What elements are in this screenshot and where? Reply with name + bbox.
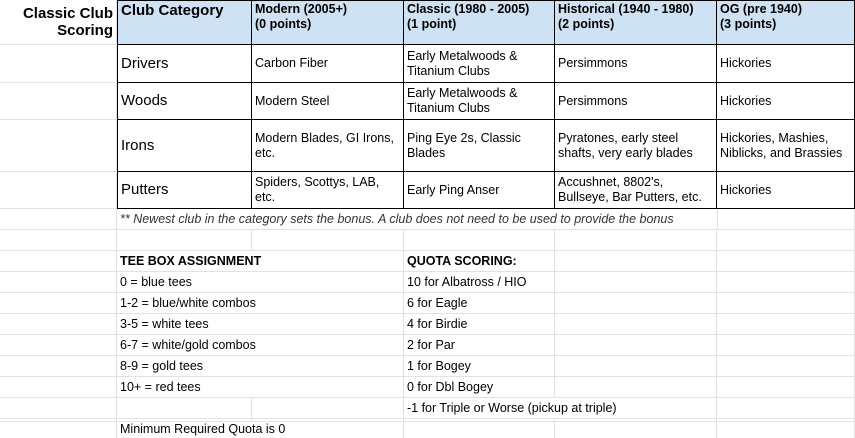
empty-cell[interactable] [0,314,117,335]
header-historical-label: Historical (1940 - 1980) [558,2,694,16]
empty-cell[interactable] [717,293,855,314]
table-row [0,45,855,83]
empty-cell[interactable] [252,398,404,419]
classic-cell[interactable]: Early Metalwoods & Titanium Clubs [404,45,555,83]
list-item-row [0,398,855,419]
tee-box-item[interactable]: 3-5 = white tees [117,314,404,335]
tee-box-item[interactable]: 0 = blue tees [117,272,404,293]
tee-box-item[interactable]: 1-2 = blue/white combos [117,293,404,314]
quota-item[interactable]: 6 for Eagle [404,293,555,314]
empty-cell[interactable] [555,356,717,377]
historical-cell[interactable]: Persimmons [555,83,717,120]
empty-cell[interactable] [0,422,117,438]
empty-cell[interactable] [717,398,855,419]
footnote[interactable]: ** Newest club in the category sets the bonus. A club does not need to be used to provide the bonus [117,209,717,230]
header-og-label: OG (pre 1940) [720,2,802,16]
header-historical-points: (2 points) [558,17,615,31]
og-cell[interactable]: Hickories [717,83,855,120]
empty-cell[interactable] [717,251,855,272]
empty-cell[interactable] [0,45,117,83]
header-og-points: (3 points) [720,17,777,31]
header-historical[interactable] [555,0,717,45]
classic-cell[interactable]: Ping Eye 2s, Classic Blades [404,120,555,172]
header-modern-points: (0 points) [255,17,312,31]
header-club-category[interactable]: Club Category [117,0,252,45]
empty-cell[interactable] [0,209,117,230]
footnote-row [0,209,855,230]
og-cell[interactable]: Hickories, Mashies, Niblicks, and Brassies [717,120,855,172]
tee-box-item[interactable]: 6-7 = white/gold combos [117,335,404,356]
empty-cell[interactable] [717,377,855,398]
category-cell[interactable]: Irons [117,120,252,172]
empty-cell[interactable] [717,209,855,230]
empty-cell[interactable] [555,272,717,293]
sheet-title[interactable]: Classic Club Scoring [0,0,117,45]
empty-cell[interactable] [555,251,717,272]
list-item-row [0,314,855,335]
empty-cell[interactable] [555,335,717,356]
empty-cell[interactable] [717,335,855,356]
category-cell[interactable]: Woods [117,83,252,120]
empty-cell[interactable] [404,422,555,438]
header-og[interactable] [717,0,855,45]
empty-cell[interactable] [252,230,404,251]
empty-cell[interactable] [0,230,117,251]
empty-cell[interactable] [404,230,555,251]
historical-cell[interactable]: Pyratones, early steel shafts, very early blades [555,120,717,172]
empty-cell[interactable] [0,272,117,293]
table-row [0,172,855,209]
tee-box-heading[interactable]: TEE BOX ASSIGNMENT [117,251,404,272]
header-classic-points: (1 point) [407,17,457,31]
historical-cell[interactable]: Persimmons [555,45,717,83]
classic-cell[interactable]: Early Metalwoods & Titanium Clubs [404,83,555,120]
historical-cell[interactable]: Accushnet, 8802's, Bullseye, Bar Putters, etc. [555,172,717,209]
empty-cell[interactable] [555,377,717,398]
header-classic-label: Classic (1980 - 2005) [407,2,530,16]
empty-cell[interactable] [717,314,855,335]
list-item-row [0,377,855,398]
quota-heading[interactable]: QUOTA SCORING: [404,251,555,272]
og-cell[interactable]: Hickories [717,45,855,83]
quota-item[interactable]: 2 for Par [404,335,555,356]
category-cell[interactable]: Putters [117,172,252,209]
list-item-row [0,356,855,377]
empty-cell[interactable] [0,120,117,172]
header-classic[interactable] [404,0,555,45]
table-row [0,83,855,120]
quota-item[interactable]: 4 for Birdie [404,314,555,335]
spacer-row [0,230,855,251]
minimum-quota[interactable]: Minimum Required Quota is 0 [117,422,404,438]
tee-box-item[interactable]: 10+ = red tees [117,377,404,398]
list-item-row [0,272,855,293]
og-cell[interactable]: Hickories [717,172,855,209]
category-cell[interactable]: Drivers [117,45,252,83]
empty-cell[interactable] [555,422,717,438]
empty-cell[interactable] [117,230,252,251]
quota-item[interactable]: 1 for Bogey [404,356,555,377]
header-modern[interactable] [252,0,404,45]
list-item-row [0,293,855,314]
modern-cell[interactable]: Modern Blades, GI Irons, etc. [252,120,404,172]
tee-box-item[interactable]: 8-9 = gold tees [117,356,404,377]
modern-cell[interactable]: Modern Steel [252,83,404,120]
empty-cell[interactable] [117,398,252,419]
empty-cell[interactable] [555,293,717,314]
section-headings-row [0,251,855,272]
empty-cell[interactable] [0,398,117,419]
header-row [0,0,855,45]
modern-cell[interactable]: Spiders, Scottys, LAB, etc. [252,172,404,209]
table-row [0,120,855,172]
header-modern-label: Modern (2005+) [255,2,348,16]
empty-cell[interactable] [0,335,117,356]
empty-cell[interactable] [0,356,117,377]
quota-item[interactable]: 10 for Albatross / HIO [404,272,555,293]
empty-cell[interactable] [0,377,117,398]
empty-cell[interactable] [555,314,717,335]
modern-cell[interactable]: Carbon Fiber [252,45,404,83]
quota-item[interactable]: 0 for Dbl Bogey [404,377,555,398]
empty-cell[interactable] [0,83,117,120]
empty-cell[interactable] [0,172,117,209]
empty-cell[interactable] [717,272,855,293]
list-item-row [0,335,855,356]
classic-cell[interactable]: Early Ping Anser [404,172,555,209]
empty-cell[interactable] [717,230,855,251]
empty-cell[interactable] [555,230,717,251]
empty-cell[interactable] [717,422,855,438]
empty-cell[interactable] [0,251,117,272]
minimum-quota-row [0,422,855,438]
empty-cell[interactable] [717,356,855,377]
quota-item[interactable]: -1 for Triple or Worse (pickup at triple) [404,398,717,419]
empty-cell[interactable] [0,293,117,314]
